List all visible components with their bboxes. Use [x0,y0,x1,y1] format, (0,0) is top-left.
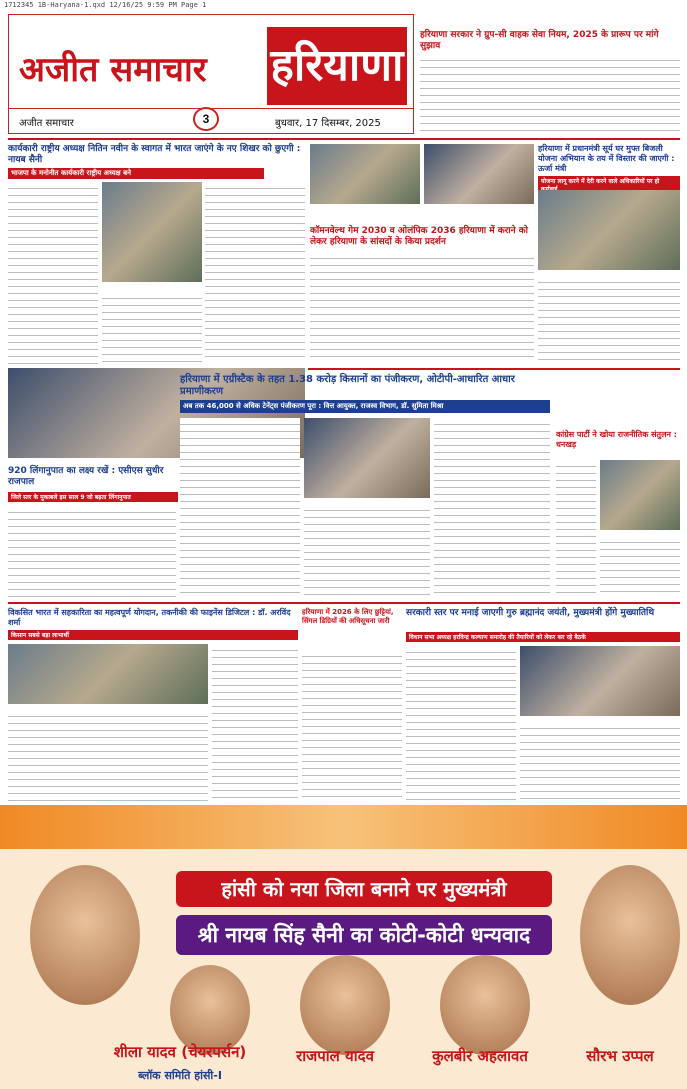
headline: हरियाणा में एग्रीस्टैक के तहत 1.38 करोड़ किसानों का पंजीकरण, ओटीपी-आधारित आधार प्रमाणीकरण [180,374,515,397]
portrait [580,865,680,1005]
body-text [102,292,202,362]
body-text [310,252,534,362]
body-text [205,182,305,362]
photo [600,460,680,530]
divider [308,368,680,370]
photo [310,144,420,204]
body-text [8,506,176,598]
headline: कार्यकारी राष्ट्रीय अध्यक्ष नितिन नवीन के स्वागत में भारत जाएंगे के नए शिखर को छुएगी : नायब सैनी [8,144,301,165]
kicker: जिले स्तर के मुकाबले इस साल 9 जो बढ़ता लिंगानुपात [8,492,178,502]
divider [8,602,680,604]
body-text [520,722,680,802]
headline: कॉमनवेल्थ गेम 2030 व ओलंपिक 2036 हरियाणा में कराने को लेकर हरियाणा के सांसदों के किया प्रदर्शन [310,226,529,247]
body-text [600,536,680,598]
photo [424,144,534,204]
date-label: बुधवार, 17 दिसम्बर, 2025 [275,118,381,129]
kicker: भाजपा के मनोनीत कार्यकारी राष्ट्रीय अध्यक्ष बने [8,168,264,179]
advertisement [0,805,687,1089]
kicker: विधान सभा अध्यक्ष हरविन्द्र कल्याण समारोह की तैयारियों को लेकर कर रहे बैठकें [406,632,680,642]
portrait [440,955,530,1055]
body-text [406,646,516,802]
headline: 920 लिंगानुपात का लक्ष्य रखें : एसीएस सुधीर राजपाल [8,466,164,487]
photo [304,418,430,498]
headline: विकसित भारत में सहकारिता का महत्वपूर्ण योगदान, तकनीकी की फाइनेंस डिजिटल : डॉ. अरविंद शर्मा [8,608,291,627]
print-slug: 1712345 1B-Haryana-1.qxd 12/16/25 9:59 PM Page 1 [4,1,207,9]
ad-line-1: हांसी को नया जिला बनाने पर मुख्यमंत्री [176,871,552,907]
divider [8,138,680,140]
body-text [8,710,208,802]
headline: हरियाणा में 2026 के लिए छुट्टियां, सिंगल डिग्रियों की अधिसूचना जारी [302,608,394,625]
ad-subtitle: ब्लॉक समिति हांसी-I [138,1069,222,1082]
body-text [302,650,402,802]
body-text [304,504,430,598]
brand-left: अजीत समाचार [19,50,207,90]
kicker: किसान सबसे बड़ा लाभार्थी [8,630,298,640]
portrait [30,865,140,1005]
ad-name-4: सौरभ उप्पल [586,1047,654,1065]
ad-name-3: कुलबीर अहलावत [432,1047,528,1065]
headline: सरकारी स्तर पर मनाई जाएगी गुरु ब्रह्मानंद जयंती, मुख्यमंत्री होंगे मुख्यातिथि [406,608,655,618]
body-text [212,644,298,802]
body-text [180,418,300,598]
story-top-right [420,30,680,52]
portrait [300,955,390,1055]
photo [8,644,208,704]
photo [538,190,680,270]
ad-name-2: राजपाल यादव [296,1047,374,1065]
headline: कांग्रेस पार्टी ने खोया राजनीतिक संतुलन : धनखड़ [556,430,677,449]
body-text [556,460,596,598]
headline: हरियाणा में प्रधानमंत्री सूर्य घर मुफ्त बिजली योजना अभियान के तय में विस्तार की जाएगी : ऊर्जा मंत्री [538,144,675,173]
photo [102,182,202,282]
ad-header-strip [0,805,687,849]
page-number: 3 [193,107,219,131]
ad-line-2: श्री नायब सिंह सैनी का कोटी-कोटी धन्यवाद [176,915,552,955]
kicker: योजना लागू करने में देरी करने वाले अधिकारियों पर हो [538,176,680,194]
edition-label: अजीत समाचार [19,118,74,129]
masthead [8,14,414,134]
kicker: अब तक 46,000 से अधिक टेनेंट्स पंजीकरण पूरा : वित्त आयुक्त, राजस्व विभाग, डॉ. सुमिता मिश्रा [180,400,550,413]
ad-name-1: शीला यादव (चेयरपर्सन) [113,1043,247,1061]
body-text [434,418,550,598]
photo [520,646,680,716]
body-text [420,54,680,134]
headline: हरियाणा सरकार ने ग्रुप-सी वाहक सेवा नियम, 2025 के प्रारूप पर मांगे सुझाव [420,30,659,51]
body-text [538,276,680,366]
brand-right: हरियाणा [267,27,407,105]
